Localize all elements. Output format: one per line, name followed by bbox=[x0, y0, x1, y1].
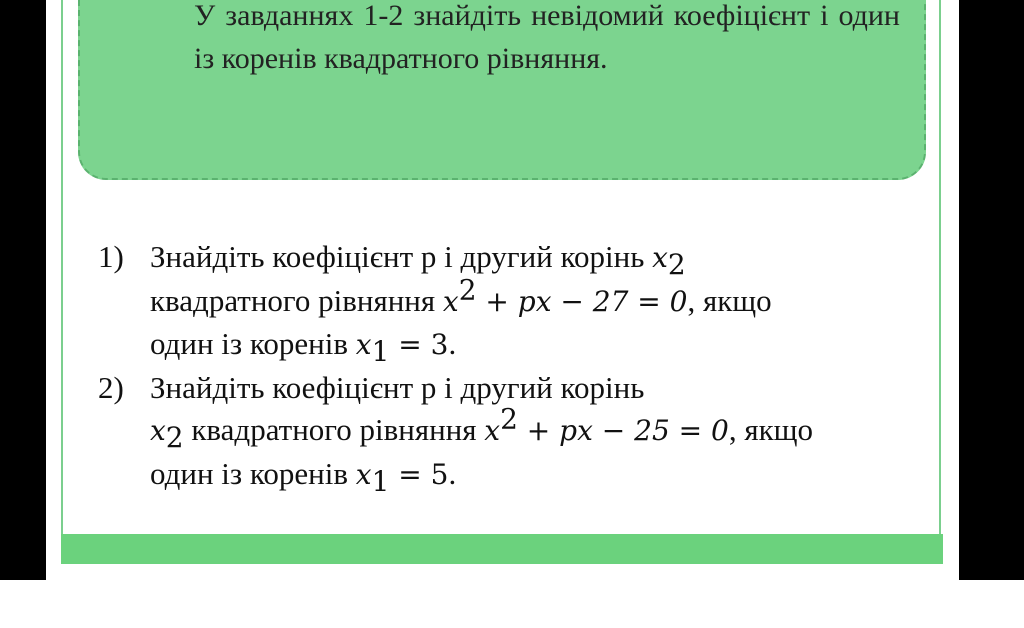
equation-variable: x bbox=[442, 284, 459, 318]
equation-label: квадратного рівняння bbox=[191, 412, 477, 447]
task-number: 2) bbox=[98, 369, 124, 405]
slide bbox=[46, 0, 959, 580]
given-value: = 3 bbox=[389, 328, 449, 361]
footer-band bbox=[61, 534, 943, 564]
task-find-text: Знайдіть коефіцієнт p і другий корінь bbox=[150, 369, 645, 405]
given-index: 1 bbox=[371, 464, 390, 498]
task-number: 1) bbox=[98, 239, 124, 274]
condition-text: , якщо bbox=[728, 412, 814, 447]
given-variable: x bbox=[355, 457, 372, 491]
equation-variable: x bbox=[484, 414, 501, 447]
root-index: 2 bbox=[165, 421, 184, 455]
given-variable: x bbox=[355, 328, 372, 361]
equation-rest: + px − 25 = 0 bbox=[517, 414, 729, 447]
equation-rest: + px − 27 = 0 bbox=[476, 284, 688, 318]
right-letterbox-bar bbox=[959, 0, 1024, 580]
equation-power: 2 bbox=[500, 402, 518, 436]
root-variable: x bbox=[150, 414, 166, 447]
condition-text: , якщо bbox=[687, 282, 772, 318]
instruction-callout bbox=[78, 0, 926, 180]
given-label: один із коренів bbox=[150, 326, 349, 361]
equation-power: 2 bbox=[458, 273, 477, 307]
given-label: один із коренів bbox=[150, 455, 349, 491]
left-letterbox-bar bbox=[0, 0, 46, 580]
instruction-text: У завданнях 1-2 знайдіть невідомий коефіцієнт і один із коренів квадратного рівняння. bbox=[194, 0, 900, 75]
period: . bbox=[448, 455, 457, 491]
root-variable: x bbox=[652, 241, 668, 274]
task-2 bbox=[98, 367, 898, 497]
task-find-text: Знайдіть коефіцієнт p і другий корінь bbox=[150, 239, 645, 274]
task-list bbox=[98, 236, 898, 496]
period: . bbox=[448, 326, 457, 361]
given-index: 1 bbox=[371, 335, 390, 369]
task-1 bbox=[98, 236, 898, 367]
given-value: = 5 bbox=[389, 457, 449, 491]
root-index: 2 bbox=[667, 248, 686, 282]
equation-label: квадратного рівняння bbox=[150, 282, 436, 318]
